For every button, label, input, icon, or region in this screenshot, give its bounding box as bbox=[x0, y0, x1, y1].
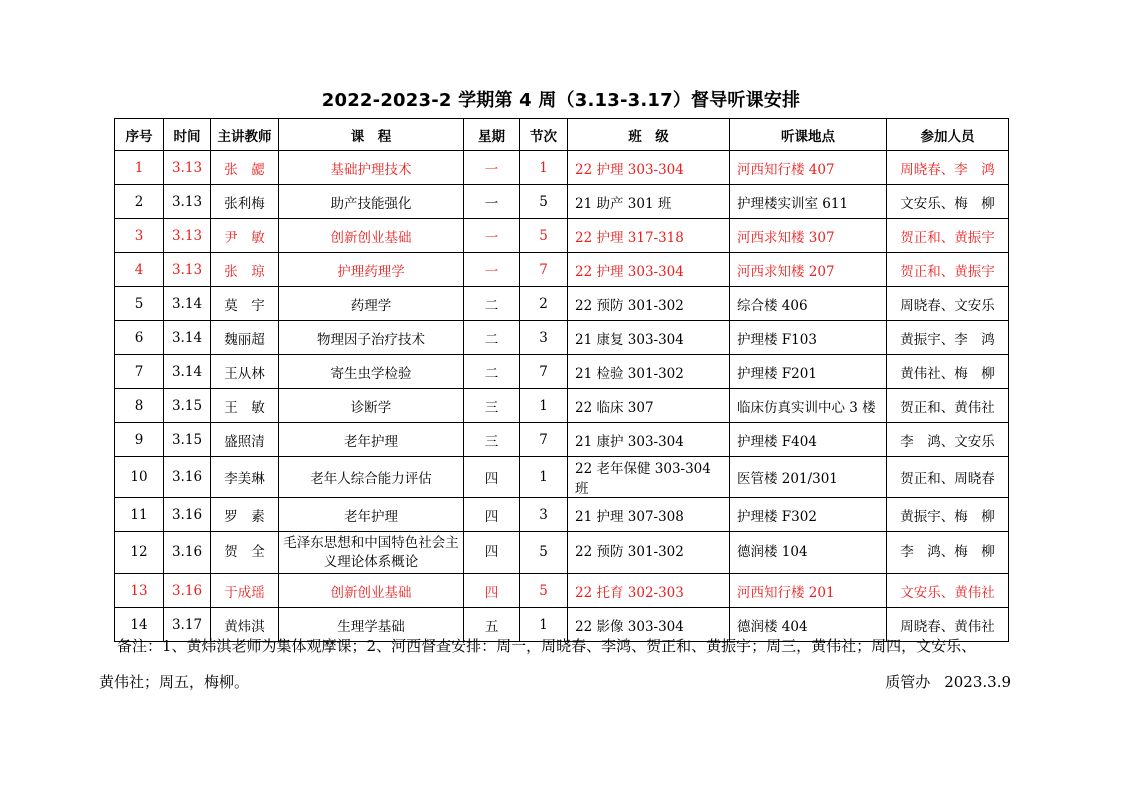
cell-teacher: 张 琼 bbox=[211, 253, 279, 287]
cell-period: 7 bbox=[520, 253, 568, 287]
cell-no: 5 bbox=[115, 287, 164, 321]
cell-course: 老年护理 bbox=[279, 498, 464, 532]
cell-date: 3.16 bbox=[164, 532, 211, 574]
cell-staff: 李 鸿、文安乐 bbox=[887, 423, 1009, 457]
header-no: 序号 bbox=[115, 119, 164, 151]
table-row bbox=[115, 574, 1009, 608]
table-row bbox=[115, 423, 1009, 457]
schedule-body bbox=[115, 151, 1009, 642]
cell-location: 河西知行楼 407 bbox=[730, 151, 887, 185]
cell-staff: 贺正和、黄振宇 bbox=[887, 219, 1009, 253]
header-staff: 参加人员 bbox=[887, 119, 1009, 151]
cell-class: 22 托育 302-303 bbox=[568, 574, 730, 608]
cell-weekday: 一 bbox=[464, 219, 520, 253]
cell-weekday: 四 bbox=[464, 457, 520, 498]
header-teacher: 主讲教师 bbox=[211, 119, 279, 151]
cell-location: 河西求知楼 207 bbox=[730, 253, 887, 287]
cell-teacher: 于成瑶 bbox=[211, 574, 279, 608]
table-row bbox=[115, 321, 1009, 355]
cell-weekday: 五 bbox=[464, 608, 520, 642]
cell-staff: 黄振宇、梅 柳 bbox=[887, 498, 1009, 532]
cell-location: 护理楼 F302 bbox=[730, 498, 887, 532]
cell-class: 22 护理 303-304 bbox=[568, 151, 730, 185]
cell-course: 物理因子治疗技术 bbox=[279, 321, 464, 355]
cell-weekday: 一 bbox=[464, 253, 520, 287]
cell-weekday: 四 bbox=[464, 574, 520, 608]
cell-teacher: 李美琳 bbox=[211, 457, 279, 498]
table-row bbox=[115, 355, 1009, 389]
cell-period: 5 bbox=[520, 574, 568, 608]
cell-date: 3.13 bbox=[164, 253, 211, 287]
cell-no: 13 bbox=[115, 574, 164, 608]
cell-date: 3.15 bbox=[164, 423, 211, 457]
header-location: 听课地点 bbox=[730, 119, 887, 151]
cell-date: 3.14 bbox=[164, 287, 211, 321]
table-row bbox=[115, 287, 1009, 321]
page-title: 2022-2023-2 学期第 4 周（3.13-3.17）督导听课安排 bbox=[321, 90, 801, 111]
cell-class: 21 助产 301 班 bbox=[568, 185, 730, 219]
cell-class: 22 护理 303-304 bbox=[568, 253, 730, 287]
cell-period: 3 bbox=[520, 321, 568, 355]
cell-no: 12 bbox=[115, 532, 164, 574]
cell-date: 3.13 bbox=[164, 219, 211, 253]
header-date: 时间 bbox=[164, 119, 211, 151]
cell-location: 德润楼 404 bbox=[730, 608, 887, 642]
table-row bbox=[115, 498, 1009, 532]
cell-period: 1 bbox=[520, 389, 568, 423]
cell-date: 3.16 bbox=[164, 574, 211, 608]
cell-period: 7 bbox=[520, 423, 568, 457]
cell-weekday: 三 bbox=[464, 389, 520, 423]
cell-period: 5 bbox=[520, 532, 568, 574]
cell-date: 3.15 bbox=[164, 389, 211, 423]
cell-location: 护理楼 F103 bbox=[730, 321, 887, 355]
cell-staff: 周晓春、李 鸿 bbox=[887, 151, 1009, 185]
cell-no: 4 bbox=[115, 253, 164, 287]
cell-course: 老年护理 bbox=[279, 423, 464, 457]
cell-weekday: 一 bbox=[464, 151, 520, 185]
cell-period: 1 bbox=[520, 608, 568, 642]
cell-location: 德润楼 104 bbox=[730, 532, 887, 574]
cell-course: 助产技能强化 bbox=[279, 185, 464, 219]
cell-no: 9 bbox=[115, 423, 164, 457]
cell-no: 6 bbox=[115, 321, 164, 355]
cell-staff: 贺正和、黄伟社 bbox=[887, 389, 1009, 423]
cell-no: 3 bbox=[115, 219, 164, 253]
cell-date: 3.16 bbox=[164, 498, 211, 532]
note-line-2-row bbox=[99, 664, 1029, 700]
cell-class: 21 护理 307-308 bbox=[568, 498, 730, 532]
cell-course: 生理学基础 bbox=[279, 608, 464, 642]
cell-weekday: 一 bbox=[464, 185, 520, 219]
cell-course: 老年人综合能力评估 bbox=[279, 457, 464, 498]
cell-class: 22 预防 301-302 bbox=[568, 532, 730, 574]
cell-date: 3.14 bbox=[164, 355, 211, 389]
cell-period: 5 bbox=[520, 185, 568, 219]
cell-location: 河西求知楼 307 bbox=[730, 219, 887, 253]
header-course: 课 程 bbox=[279, 119, 464, 151]
footnote bbox=[99, 628, 1029, 700]
cell-location: 医管楼 201/301 bbox=[730, 457, 887, 498]
cell-period: 2 bbox=[520, 287, 568, 321]
cell-date: 3.13 bbox=[164, 185, 211, 219]
cell-staff: 李 鸿、梅 柳 bbox=[887, 532, 1009, 574]
cell-class: 21 康复 303-304 bbox=[568, 321, 730, 355]
note-line-1: 备注：1、黄炜淇老师为集体观摩课；2、河西督查安排：周一，周晓春、李鸿、贺正和、黄振宇；周三，黄伟社；周四，文安乐、 bbox=[117, 637, 977, 655]
cell-teacher: 张 勰 bbox=[211, 151, 279, 185]
cell-weekday: 二 bbox=[464, 321, 520, 355]
cell-course: 毛泽东思想和中国特色社会主义理论体系概论 bbox=[279, 532, 464, 574]
table-row bbox=[115, 185, 1009, 219]
cell-no: 2 bbox=[115, 185, 164, 219]
table-row bbox=[115, 151, 1009, 185]
cell-course: 护理药理学 bbox=[279, 253, 464, 287]
cell-period: 3 bbox=[520, 498, 568, 532]
cell-staff: 黄伟社、梅 柳 bbox=[887, 355, 1009, 389]
table-row bbox=[115, 457, 1009, 498]
cell-location: 河西知行楼 201 bbox=[730, 574, 887, 608]
cell-staff: 周晓春、文安乐 bbox=[887, 287, 1009, 321]
cell-course: 诊断学 bbox=[279, 389, 464, 423]
table-row bbox=[115, 389, 1009, 423]
header-row bbox=[115, 119, 1009, 151]
cell-teacher: 莫 宇 bbox=[211, 287, 279, 321]
cell-teacher: 王从林 bbox=[211, 355, 279, 389]
office-name: 质管办 bbox=[885, 673, 931, 691]
cell-location: 临床仿真实训中心 3 楼 bbox=[730, 389, 887, 423]
header-weekday: 星期 bbox=[464, 119, 520, 151]
cell-period: 7 bbox=[520, 355, 568, 389]
cell-teacher: 尹 敏 bbox=[211, 219, 279, 253]
cell-staff: 贺正和、黄振宇 bbox=[887, 253, 1009, 287]
cell-teacher: 张利梅 bbox=[211, 185, 279, 219]
schedule-table bbox=[114, 118, 1009, 642]
cell-no: 11 bbox=[115, 498, 164, 532]
cell-teacher: 黄炜淇 bbox=[211, 608, 279, 642]
cell-no: 7 bbox=[115, 355, 164, 389]
cell-weekday: 二 bbox=[464, 355, 520, 389]
cell-staff: 文安乐、黄伟社 bbox=[887, 574, 1009, 608]
cell-course: 基础护理技术 bbox=[279, 151, 464, 185]
cell-no: 8 bbox=[115, 389, 164, 423]
cell-teacher: 魏丽超 bbox=[211, 321, 279, 355]
cell-course: 创新创业基础 bbox=[279, 574, 464, 608]
cell-no: 10 bbox=[115, 457, 164, 498]
cell-staff: 黄振宇、李 鸿 bbox=[887, 321, 1009, 355]
cell-course: 药理学 bbox=[279, 287, 464, 321]
cell-teacher: 盛照清 bbox=[211, 423, 279, 457]
cell-period: 1 bbox=[520, 151, 568, 185]
cell-class: 22 影像 303-304 bbox=[568, 608, 730, 642]
cell-course: 寄生虫学检验 bbox=[279, 355, 464, 389]
cell-date: 3.17 bbox=[164, 608, 211, 642]
table-row bbox=[115, 253, 1009, 287]
header-period: 节次 bbox=[520, 119, 568, 151]
cell-teacher: 罗 素 bbox=[211, 498, 279, 532]
cell-class: 22 临床 307 bbox=[568, 389, 730, 423]
cell-weekday: 四 bbox=[464, 532, 520, 574]
header-class: 班 级 bbox=[568, 119, 730, 151]
note-line-2: 黄伟社；周五，梅柳。 bbox=[99, 673, 250, 691]
cell-course: 创新创业基础 bbox=[279, 219, 464, 253]
cell-no: 14 bbox=[115, 608, 164, 642]
cell-teacher: 贺 全 bbox=[211, 532, 279, 574]
cell-staff: 贺正和、周晓春 bbox=[887, 457, 1009, 498]
issue-date: 2023.3.9 bbox=[944, 673, 1011, 691]
table-row bbox=[115, 219, 1009, 253]
cell-weekday: 四 bbox=[464, 498, 520, 532]
cell-staff: 文安乐、梅 柳 bbox=[887, 185, 1009, 219]
cell-date: 3.14 bbox=[164, 321, 211, 355]
cell-class: 22 老年保健 303-304 班 bbox=[568, 457, 730, 498]
cell-staff: 周晓春、黄伟社 bbox=[887, 608, 1009, 642]
cell-class: 21 检验 301-302 bbox=[568, 355, 730, 389]
cell-location: 护理楼 F404 bbox=[730, 423, 887, 457]
cell-weekday: 三 bbox=[464, 423, 520, 457]
cell-location: 护理楼 F201 bbox=[730, 355, 887, 389]
cell-location: 综合楼 406 bbox=[730, 287, 887, 321]
signature bbox=[885, 664, 1029, 700]
cell-class: 22 预防 301-302 bbox=[568, 287, 730, 321]
cell-teacher: 王 敏 bbox=[211, 389, 279, 423]
cell-date: 3.13 bbox=[164, 151, 211, 185]
cell-location: 护理楼实训室 611 bbox=[730, 185, 887, 219]
cell-class: 22 护理 317-318 bbox=[568, 219, 730, 253]
cell-no: 1 bbox=[115, 151, 164, 185]
cell-period: 1 bbox=[520, 457, 568, 498]
cell-period: 5 bbox=[520, 219, 568, 253]
cell-date: 3.16 bbox=[164, 457, 211, 498]
cell-weekday: 二 bbox=[464, 287, 520, 321]
cell-class: 21 康护 303-304 bbox=[568, 423, 730, 457]
table-row bbox=[115, 532, 1009, 574]
